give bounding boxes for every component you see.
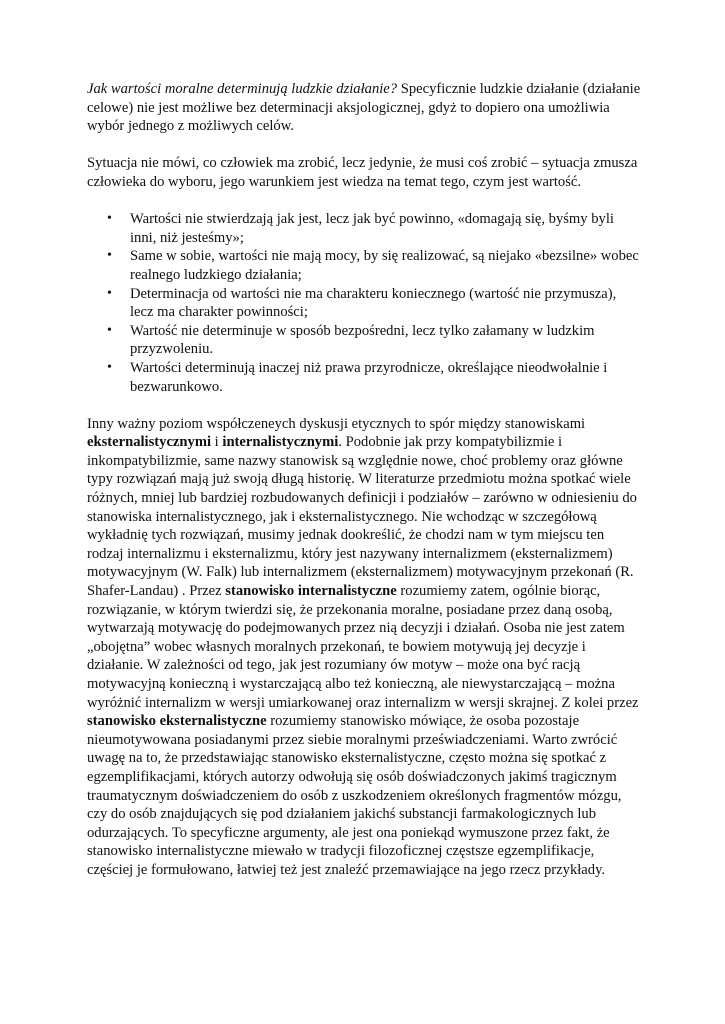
- question-italic: Jak wartości moralne determinują ludzkie działanie?: [87, 81, 398, 97]
- list-item: • Determinacja od wartości nie ma charakteru koniecznego (wartość nie przymusza), lecz ma charakter powinności;: [107, 285, 617, 321]
- bullet-icon: •: [107, 248, 112, 264]
- paragraph-internalism: Inny ważny poziom współczeneych dyskusji etycznych to spór między stanowiskami eksternalistycznymi i internalistycznymi. Podobnie jak przy kompatybilizmie i inkompatybilizmie, same nazwy stanowisk są względnie nowe, choć problemy oraz główne typy rozwiązań mają już swoją długą historię. W literaturze przedmiotu można spotkać wiele różnych, mniej lub bardziej rozbudowanych definicji i podziałów – zarówno w odniesieniu do stanowiska internalistycznego, jak i eksternalistycznego. Nie wchodząc w szczegółową wykładnię tych rozwiązań, musimy jednak dookreślić, że chodzi nam w tym miejscu ten rodzaj internalizmu i eksternalizmu, który jest nazywany internalizmem (eksternalizmem) motywacyjnym (W. Falk) lub internalizmem (eksternalizmem) motywacyjnym przekonań (R. Shafer-Landau) . Przez stanowisko internalistyczne rozumiemy zatem, ogólnie biorąc, rozwiązanie, w którym twierdzi się, że przekonania moralne, posiadane przez daną osobą, wytwarzają motywację do podejmowanych przez nią decyzji i działań. Osoba nie jest zatem „obojętna” wobec własnych moralnych przekonań, te bowiem motywują jej decyzje i działanie. W zależności od tego, jak jest rozumiany ów motyw – może ona być racją motywacyjną konieczną i wystarczającą albo też konieczną, ale niewystarczającą – można wyróżnić internalizm w wersji umiarkowanej oraz internalizm w wersji skrajnej. Z kolei przez stanowisko eksternalistyczne rozumiemy stanowisko mówiące, że osoba pozostaje nieumotywowana posiadanymi przez siebie moralnymi przeświadczeniami. Warto zwrócić uwagę na to, że przedstawiając stanowisko eksternalistyczne, często można się spotkać z egzemplifikacjami, których autorzy odwołują się osób doświadczonych jakimś tragicznym traumatycznym doświadczeniem do osób z uszkodzeniem określonych fragmentów mózgu, czy do osób znajdujących się pod działaniem jakichś substancji farmakologicznych lub odurzających. To specyficzne argumenty, ale jest ona poniekąd wymuszone przez fakt, że stanowisko internalistyczne miewało w tradycji filozoficznej częstsze egzemplifikacje, częściej je formułowano, łatwiej też jest znaleźć przemawiające na jego rzecz przykłady.: [87, 415, 639, 878]
- intro-text: Specyficznie ludzkie działanie (działanie celowe) nie jest możliwe bez determinacji aksjologicznej, gdyż to dopiero ona umożliwia wybór jednego z możliwych celów.: [87, 81, 641, 135]
- paragraph-situation: Sytuacja nie mówi, co człowiek ma zrobić, lecz jedynie, że musi coś zrobić – sytuacja zmusza człowieka do wyboru, jego warunkiem jest wiedza na temat tego, czym jest wartość.: [87, 155, 638, 190]
- spacer: [87, 136, 641, 155]
- term-internalist-position: stanowisko internalistyczne: [225, 583, 397, 600]
- term-internalist: internalistycznymi: [222, 434, 339, 451]
- list-item: • Wartości nie stwierdzają jak jest, lecz jak być powinno, «domagają się, byśmy byli inni, niż jesteśmy»;: [107, 211, 614, 246]
- bullet-icon: •: [107, 285, 112, 301]
- list-item: • Wartość nie determinuje w sposób bezpośredni, lecz tylko załamany w ludzkim przyzwoleniu.: [107, 322, 595, 358]
- list-item: • Wartości determinują inaczej niż prawa przyrodnicze, określające nieodwołalnie i bezwarunkowo.: [107, 359, 608, 395]
- list-item: • Same w sobie, wartości nie mają mocy, by się realizować, są niejako «bezsilne» wobec realnego ludzkiego działania;: [107, 248, 639, 283]
- spacer: [87, 192, 641, 211]
- paragraph-intro: [87, 80, 641, 136]
- term-externalist-position: stanowisko eksternalistyczne: [87, 713, 267, 730]
- term-externalist: eksternalistycznymi: [87, 434, 212, 451]
- bullet-list: [87, 210, 641, 396]
- spacer: [87, 396, 641, 415]
- bullet-icon: •: [107, 322, 112, 338]
- bullet-icon: •: [107, 211, 112, 227]
- bullet-icon: •: [107, 359, 112, 375]
